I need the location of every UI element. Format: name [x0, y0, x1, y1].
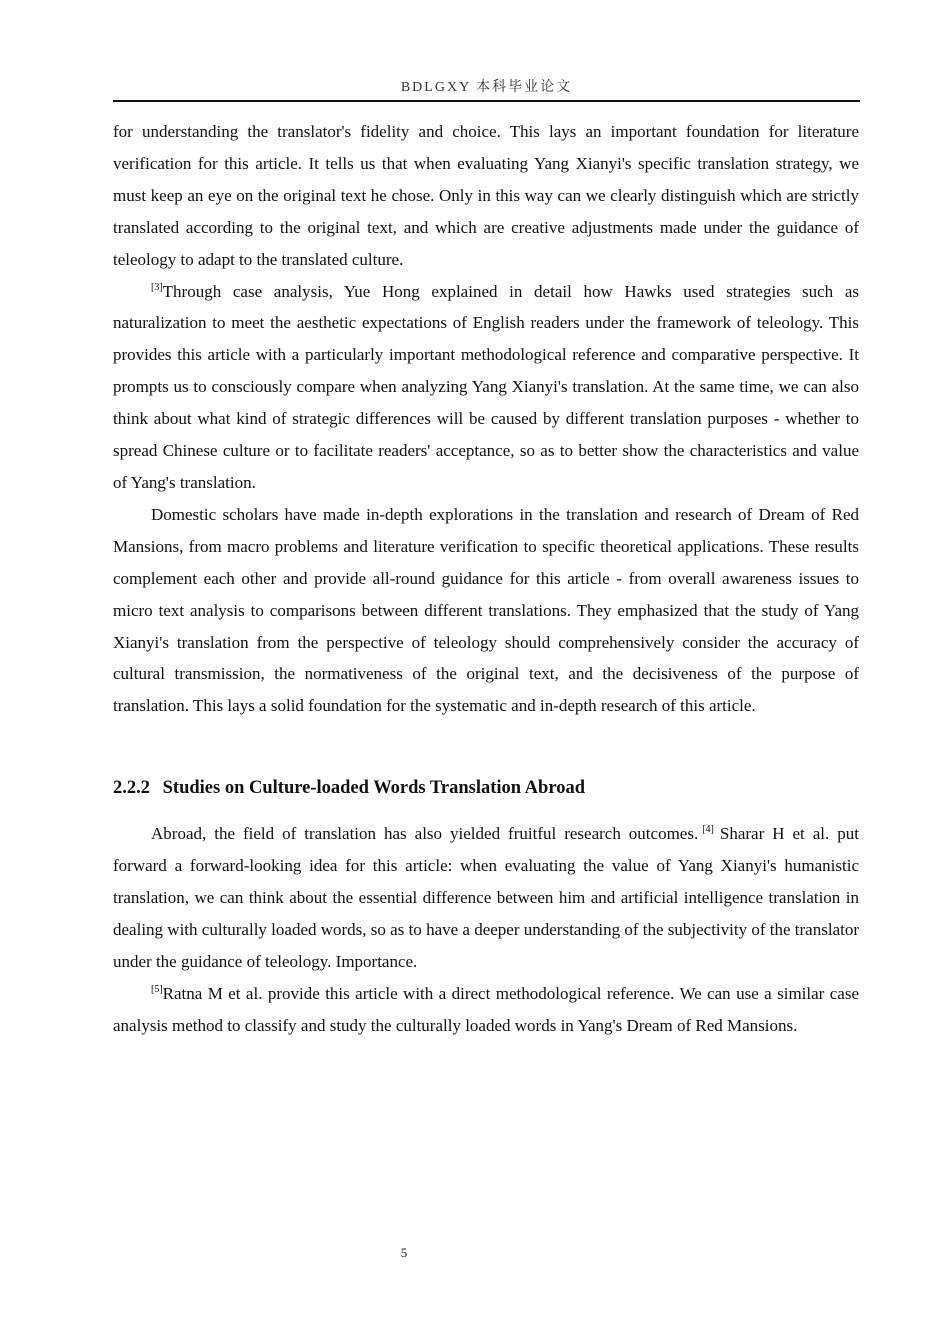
body-paragraph [113, 818, 859, 978]
body-paragraph [113, 276, 859, 499]
section-number: 2.2.2 [113, 778, 150, 799]
section-title: Studies on Culture-loaded Words Translation Abroad [162, 778, 585, 799]
paragraph-text: Domestic scholars have made in-depth explorations in the translation and research of Dream of Red Mansions, from macro problems and literature verification to specific theoretical applications. These results complement each other and provide all-round guidance for this article - from overall awareness issues to micro text analysis to comparisons between different translations. They emphasized that the study of Yang Xianyi's translation from the perspective of teleology should comprehensively consider the accuracy of cultural transmission, the normativeness of the original text, and the decisiveness of the purpose of translation. This lays a solid foundation for the systematic and in-depth research of this article. [113, 504, 859, 716]
page-number: 5 [400, 1245, 408, 1260]
citation-ref: [3] [151, 281, 163, 293]
paragraph-text: Ratna M et al. provide this article with a direct methodological reference. We can use a similar case analysis method to classify and study the culturally loaded words in Yang's Dream of Red Mansions. [113, 983, 859, 1035]
body-paragraph [113, 499, 859, 722]
citation-ref: [5] [151, 983, 163, 995]
paragraph-text: Sharar H et al. put forward a forward-looking idea for this article: when evaluating the value of Yang Xianyi's humanistic translation, we can think about the essential difference between him and artificial intelligence translation in dealing with culturally loaded words, so as to have a deeper understanding of the subjectivity of the translator under the guidance of teleology. Importance. [113, 824, 859, 971]
paragraph-text: Abroad, the field of translation has also yielded fruitful research outcomes. [151, 824, 699, 844]
paragraph-text: for understanding the translator's fidelity and choice. This lays an important foundation for literature verification for this article. It tells us that when evaluating Yang Xianyi's specific translation strategy, we must keep an eye on the original text he chose. Only in this way can we clearly distinguish which are strictly translated according to the original text, and which are creative adjustments made under the guidance of teleology to adapt to the translated culture. [113, 122, 859, 269]
citation-ref: [4] [702, 824, 714, 836]
paragraph-text: Through case analysis, Yue Hong explained in detail how Hawks used strategies such as naturalization to meet the aesthetic expectations of English readers under the framework of teleology. This provides this article with a particularly important methodological reference and comparative perspective. It prompts us to consciously compare when analyzing Yang Xianyi's translation. At the same time, we can also think about what kind of strategic differences will be caused by different translation purposes - whether to spread Chinese culture or to facilitate readers' acceptance, so as to better show the characteristics and value of Yang's translation. [113, 281, 859, 492]
section-heading [113, 773, 859, 803]
body-paragraph [113, 116, 859, 276]
header-rule [113, 100, 860, 102]
running-header: BDLGXY 本科毕业论文 [400, 80, 573, 95]
body-paragraph [113, 978, 859, 1042]
page-body [113, 116, 859, 1042]
